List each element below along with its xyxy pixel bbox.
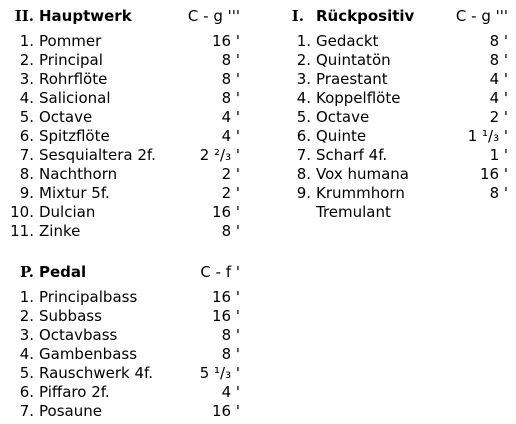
stop-name: Quintatön bbox=[316, 51, 391, 69]
stop-pitch: 4 ' bbox=[221, 127, 240, 145]
stop-number: 7. bbox=[296, 146, 311, 164]
compass-range: C - g ''' bbox=[455, 7, 508, 25]
stop-pitch: 8 ' bbox=[221, 326, 240, 344]
stop-pitch: 1 ¹/₃ ' bbox=[467, 127, 508, 145]
stop-row bbox=[0, 184, 240, 203]
stop-row bbox=[286, 184, 508, 203]
stop-number: 9. bbox=[19, 184, 34, 202]
compass-range: C - g ''' bbox=[187, 7, 240, 25]
stop-number: 3. bbox=[19, 326, 34, 344]
stop-number: 2. bbox=[296, 51, 311, 69]
stop-pitch: 4 ' bbox=[221, 383, 240, 401]
stop-name: Spitzflöte bbox=[39, 127, 110, 145]
stop-pitch: 1 ' bbox=[489, 146, 508, 164]
stop-name: Rauschwerk 4f. bbox=[39, 364, 153, 382]
stop-pitch: 2 ²/₃ ' bbox=[199, 146, 240, 164]
stop-row bbox=[0, 89, 240, 108]
stop-pitch: 2 ' bbox=[489, 108, 508, 126]
stop-number: 4. bbox=[19, 345, 34, 363]
stop-number: 5. bbox=[19, 108, 34, 126]
stop-row bbox=[286, 127, 508, 146]
stop-name: Principalbass bbox=[39, 288, 138, 306]
stop-pitch: 2 ' bbox=[221, 165, 240, 183]
stop-name: Zinke bbox=[39, 222, 81, 240]
stop-number: 6. bbox=[296, 127, 311, 145]
stop-name: Nachthorn bbox=[39, 165, 118, 183]
stop-name: Rohrflöte bbox=[39, 70, 108, 88]
stop-row bbox=[0, 51, 240, 70]
stop-name: Subbass bbox=[39, 307, 102, 325]
stop-row bbox=[0, 203, 240, 222]
stop-row bbox=[286, 165, 508, 184]
stop-row bbox=[286, 89, 508, 108]
stop-pitch: 5 ¹/₃ ' bbox=[199, 364, 240, 382]
stop-name: Scharf 4f. bbox=[316, 146, 388, 164]
stop-pitch: 8 ' bbox=[221, 345, 240, 363]
stop-number: 7. bbox=[19, 146, 34, 164]
stop-name: Principal bbox=[39, 51, 103, 69]
stop-row bbox=[0, 165, 240, 184]
stop-number: 2. bbox=[19, 307, 34, 325]
stop-pitch: 16 ' bbox=[212, 402, 240, 420]
stop-number: 5. bbox=[19, 364, 34, 382]
stop-row bbox=[0, 222, 240, 241]
stop-name: Krummhorn bbox=[316, 184, 405, 202]
compass-range: C - f ' bbox=[200, 263, 240, 281]
stop-pitch: 4 ' bbox=[489, 70, 508, 88]
stop-pitch: 8 ' bbox=[221, 89, 240, 107]
stop-row bbox=[0, 307, 240, 326]
stop-name: Gambenbass bbox=[39, 345, 138, 363]
stop-row bbox=[0, 108, 240, 127]
stop-name: Pommer bbox=[39, 32, 102, 50]
division-number: I. bbox=[291, 7, 304, 25]
stop-number: 6. bbox=[19, 127, 34, 145]
stop-pitch: 16 ' bbox=[212, 307, 240, 325]
stop-name: Quinte bbox=[316, 127, 367, 145]
stop-row bbox=[0, 288, 240, 307]
stop-number: 6. bbox=[19, 383, 34, 401]
stop-name: Octave bbox=[39, 108, 93, 126]
stop-row bbox=[286, 32, 508, 51]
stop-number: 3. bbox=[296, 70, 311, 88]
stop-name: Octave bbox=[316, 108, 370, 126]
division-hauptwerk bbox=[0, 5, 240, 241]
stop-number: 8. bbox=[296, 165, 311, 183]
stop-pitch: 8 ' bbox=[489, 32, 508, 50]
stop-list bbox=[0, 288, 240, 421]
stop-number: 4. bbox=[296, 89, 311, 107]
stop-row bbox=[0, 383, 240, 402]
stop-number: 9. bbox=[296, 184, 311, 202]
stop-number: 8. bbox=[19, 165, 34, 183]
stop-name: Salicional bbox=[39, 89, 111, 107]
stop-name: Piffaro 2f. bbox=[39, 383, 110, 401]
stop-pitch: 8 ' bbox=[221, 70, 240, 88]
stop-row bbox=[286, 203, 508, 222]
stop-pitch: 4 ' bbox=[489, 89, 508, 107]
stop-pitch: 8 ' bbox=[221, 51, 240, 69]
stop-number: 5. bbox=[296, 108, 311, 126]
division-name: Rückpositiv bbox=[316, 7, 415, 25]
division-header bbox=[0, 261, 240, 283]
stop-row bbox=[0, 70, 240, 89]
stop-name: Tremulant bbox=[316, 203, 391, 221]
stop-list bbox=[0, 32, 240, 241]
stop-name: Mixtur 5f. bbox=[39, 184, 110, 202]
division-number: P. bbox=[19, 263, 34, 281]
stop-pitch: 16 ' bbox=[212, 32, 240, 50]
stop-row bbox=[286, 108, 508, 127]
division-header bbox=[286, 5, 508, 27]
stop-name: Dulcian bbox=[39, 203, 96, 221]
stop-name: Vox humana bbox=[316, 165, 409, 183]
stop-row bbox=[0, 345, 240, 364]
stop-row bbox=[286, 51, 508, 70]
stop-number: 7. bbox=[19, 402, 34, 420]
stop-pitch: 2 ' bbox=[221, 184, 240, 202]
stop-number: 3. bbox=[19, 70, 34, 88]
stop-number: 2. bbox=[19, 51, 34, 69]
division-header bbox=[0, 5, 240, 27]
stop-pitch: 4 ' bbox=[221, 108, 240, 126]
division-name: Hauptwerk bbox=[39, 7, 132, 25]
stop-name: Octavbass bbox=[39, 326, 118, 344]
stop-pitch: 8 ' bbox=[489, 51, 508, 69]
stop-pitch: 16 ' bbox=[212, 203, 240, 221]
stop-number: 10. bbox=[10, 203, 34, 221]
stop-name: Posaune bbox=[39, 402, 102, 420]
stop-number: 1. bbox=[19, 288, 34, 306]
stop-row bbox=[0, 127, 240, 146]
stop-pitch: 8 ' bbox=[489, 184, 508, 202]
stop-row bbox=[0, 364, 240, 383]
stop-list bbox=[286, 32, 508, 222]
stop-number: 1. bbox=[296, 32, 311, 50]
stop-row bbox=[0, 402, 240, 421]
stop-number: 11. bbox=[10, 222, 34, 240]
stop-row bbox=[286, 146, 508, 165]
division-pedal bbox=[0, 261, 240, 421]
division-name: Pedal bbox=[39, 263, 87, 281]
stop-name: Gedackt bbox=[316, 32, 379, 50]
stop-row bbox=[286, 70, 508, 89]
stop-number: 4. bbox=[19, 89, 34, 107]
stop-name: Sesquialtera 2f. bbox=[39, 146, 156, 164]
stop-name: Praestant bbox=[316, 70, 388, 88]
stop-number: 1. bbox=[19, 32, 34, 50]
stop-row bbox=[0, 32, 240, 51]
division-number: II. bbox=[14, 7, 34, 25]
stop-pitch: 16 ' bbox=[212, 288, 240, 306]
stop-pitch: 16 ' bbox=[480, 165, 508, 183]
stop-row bbox=[0, 326, 240, 345]
stop-name: Koppelflöte bbox=[316, 89, 401, 107]
stop-pitch: 8 ' bbox=[221, 222, 240, 240]
stop-row bbox=[0, 146, 240, 165]
division-rueckpositiv bbox=[286, 5, 508, 222]
